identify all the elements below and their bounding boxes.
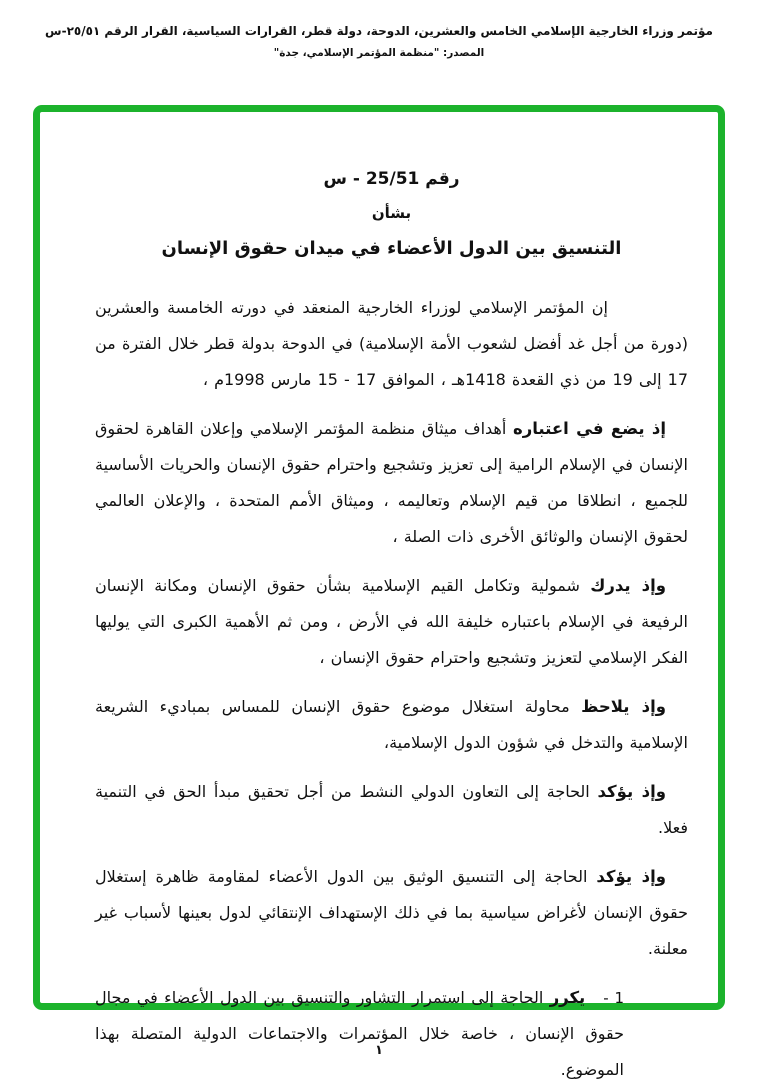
- clause-text: شمولية وتكامل القيم الإسلامية بشأن حقوق الإنسان ومكانة الإنسان الرفيعة في الإسلام باعتباره خليفة الله في الأرض ، ومن ثم الأهمية الكبرى التي يوليها الفكر الإسلامي لتعزيز وتشجيع واحترام حقوق الإنسان ،: [95, 576, 688, 667]
- clause-paragraph-1: [95, 411, 688, 555]
- clause-paragraph-2: [95, 568, 688, 676]
- resolution-frame: [33, 105, 725, 1079]
- clause-text: أهداف ميثاق منظمة المؤتمر الإسلامي وإعلان القاهرة لحقوق الإنسان في الإسلام الرامية إلى تعزيز وتشجيع واحترام حقوق الإنسان والحريات الأساسية للجميع ، انطلاقا من قيم الإسلام وتعاليمه ، وميثاق الأمم المتحدة ، والإعلان العالمي لحقوق الإنسان والوثائق الأخرى ذات الصلة ،: [95, 419, 688, 546]
- source-header: [0, 22, 758, 62]
- clause-text: الحاجة إلى التنسيق الوثيق بين الدول الأعضاء لمقاومة ظاهرة إستغلال حقوق الإنسان لأغراض سياسية بما في ذلك الإستهداف الإنتقائي لدول بعينها لأسباب غير معلنة.: [95, 867, 688, 958]
- clause-lead: وإذ يؤكد: [597, 782, 666, 801]
- clause-paragraph-3: [95, 689, 688, 761]
- operative-item-1: [95, 980, 624, 1088]
- clause-lead: إذ يضع في اعتباره: [512, 419, 666, 438]
- clause-paragraph-4: [95, 774, 688, 846]
- preamble-paragraph: [95, 290, 688, 398]
- document-title: التنسيق بين الدول الأعضاء في ميدان حقوق الإنسان: [161, 238, 622, 259]
- preamble-text: إن المؤتمر الإسلامي لوزراء الخارجية المنعقد في دورته الخامسة والعشرين (دورة من أجل غد أفضل لشعوب الأمة الإسلامية) في الدوحة بدولة قطر خلال الفترة من 17 إلى 19 من ذي القعدة 1418هـ ، الموافق ‎15 - 17‎ مارس 1998م ،: [95, 298, 688, 389]
- clause-text: محاولة استغلال موضوع حقوق الإنسان للمساس بمباديء الشريعة الإسلامية والتدخل في شؤون الدول الإسلامية،: [95, 697, 688, 752]
- clause-lead: وإذ يدرك: [590, 576, 666, 595]
- clause-lead: وإذ يلاحظ: [581, 697, 666, 716]
- resolution-number: رقم 25/51 - س: [323, 169, 460, 189]
- item-number: 1 -: [603, 989, 624, 1007]
- source-header-line2: المصدر: "منظمة المؤتمر الإسلامي، جدة": [273, 47, 485, 59]
- clause-paragraph-5: [95, 859, 688, 967]
- item-lead: يكرر: [549, 988, 586, 1007]
- regarding-label: بشأن: [371, 204, 412, 222]
- clause-lead: وإذ يؤكد: [596, 867, 666, 886]
- item-text: الحاجة إلى استمرار التشاور والتنسيق بين الدول الأعضاء في مجال حقوق الإنسان ، خاصة خلال المؤتمرات والاجتماعات الدولية المتصلة بهذا الموضوع.: [95, 988, 624, 1079]
- page-number: ١: [375, 1043, 383, 1058]
- source-header-line1: مؤتمر وزراء الخارجية الإسلامي الخامس والعشرين، الدوحة، دولة قطر، القرارات السياسية، القرار الرقم ٢٥/٥١-س: [45, 24, 713, 38]
- clause-text: الحاجة إلى التعاون الدولي النشط من أجل تحقيق مبدأ الحق في التنمية فعلا.: [95, 782, 688, 837]
